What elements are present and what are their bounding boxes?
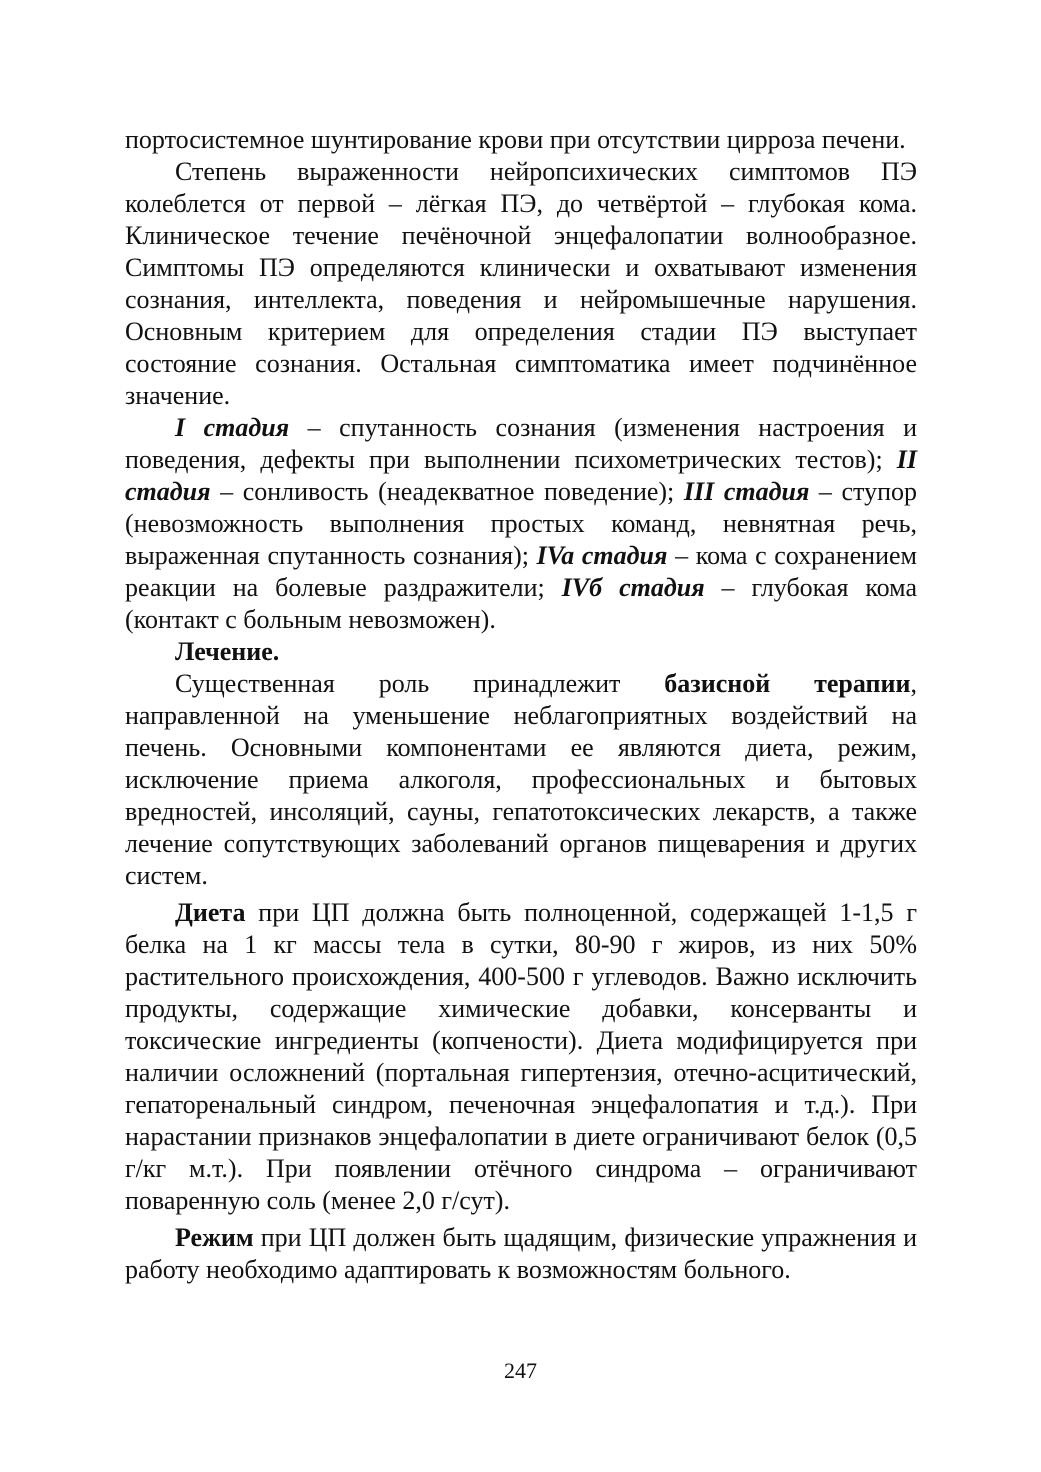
paragraph-regime [125,1222,917,1286]
paragraph-severity: Степень выраженности нейропсихических симптомов ПЭ колеблется от первой – лёгкая ПЭ, до четвёртой – глубокая кома. Клиническое течение печёночной энцефалопатии волнообразное. Симптомы ПЭ определяются клинически и охватывают изменения сознания, интеллекта, поведения и нейромышечные нарушения. Основным критерием для определения стадии ПЭ выступает состояние сознания. Остальная симптоматика имеет подчинённое значение. [125,157,917,410]
stage-2-label: II стадия [125,445,917,506]
paragraph-portosystemic: портосистемное шунтирование крови при отсутствии цирроза печени. [125,125,906,154]
stage-4b-label: IVб стадия [561,573,705,602]
paragraph-basic-therapy [125,668,917,892]
page-number: 247 [504,1358,537,1383]
stage-4b-text: – глубокая кома (контакт с больным невозможен). [125,573,917,634]
diet-text: при ЦП должна быть полноценной, содержащей 1-1,5 г белка на 1 кг массы тела в сутки, 80-90 г жиров, из них 50% растительного происхождения, 400-500 г углеводов. Важно исключить продукты, содержащие химические добавки, консерванты и токсические ингредиенты (копчености). Диета модифицируется при наличии осложнений (портальная гипертензия, отечно-асцитический, гепаторенальный синдром, печеночная энцефалопатия и т.д.). При нарастании признаков энцефалопатии в диете ограничивают белок (0,5 г/кг м.т.). При появлении отёчного синдрома – ограничивают поваренную соль (менее 2,0 г/сут). [125,898,917,1215]
section-heading-treatment: Лечение. [175,637,280,666]
stage-2-text: – сонливость (неадекватное поведение); [210,477,684,506]
basic-therapy-pre: Существенная роль принадлежит [175,669,665,698]
regime-text: при ЦП должен быть щадящим, физические упражнения и работу необходимо адаптировать к возможностям больного. [125,1223,917,1284]
paragraph-stages [125,412,917,636]
stage-1-text: – спутанность сознания (изменения настроения и поведения, дефекты при выполнении психометрических тестов); [125,413,918,474]
basic-therapy-post: , направленной на уменьшение неблагоприятных воздействий на печень. Основными компонентами ее являются диета, режим, исключение приема алкоголя, профессиональных и бытовых вредностей, инсоляций, сауны, гепатотоксических лекарств, а также лечение сопутствующих заболеваний органов пищеварения и других систем. [125,669,917,890]
stage-4a-text: – кома с сохранением реакции на болевые раздражители; [125,541,917,602]
stage-3-label: III стадия [683,477,810,506]
basic-therapy-term: базисной терапии [664,669,911,698]
stage-1-label: I стадия [175,413,290,442]
stage-3-text: – ступор (невозможность выполнения простых команд, невнятная речь, выраженная спутанность сознания); [125,477,917,570]
diet-term: Диета [175,898,246,927]
paragraph-diet [125,897,917,1217]
regime-term: Режим [175,1223,254,1252]
page-body [125,124,917,1286]
stage-4a-label: IVa стадия [536,541,668,570]
